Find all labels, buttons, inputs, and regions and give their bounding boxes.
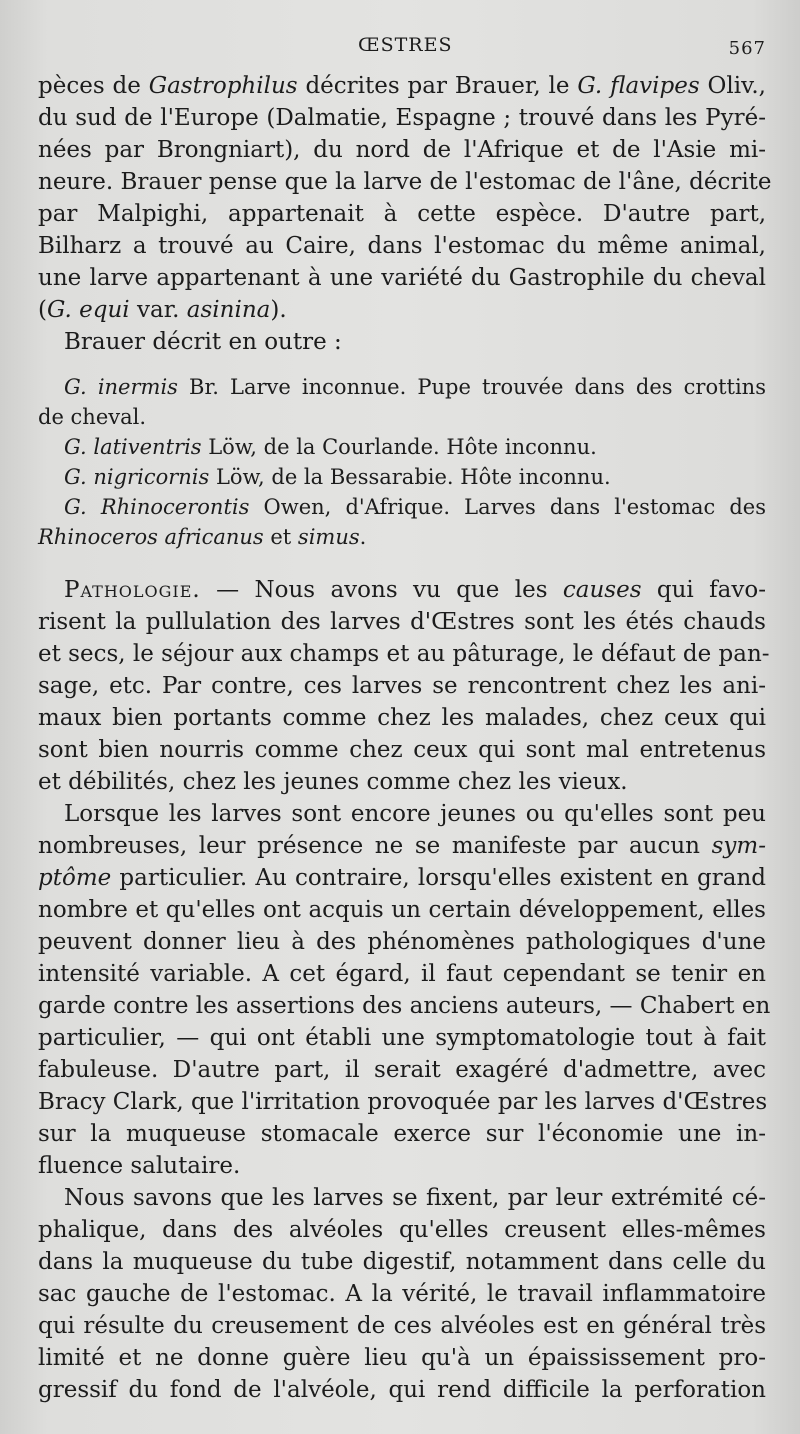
pathology-paragraph-2: Lorsque les larves sont encore jeunes ou qu'elles sont peu nombreuses, leur présence ne se manifeste par aucun sym- ptôme particulier. Au contraire, lorsqu'elles existent en grand nombre et qu'elles ont acquis un certain développement, elles peuvent donner lieu à des phénomènes pathologiques d'une intensité variable. A cet égard, il faut cependant se tenir en garde contre les assertions des anciens auteurs, — Chabert en particulier, — qui ont établi une symptomatologie tout à fait fabuleuse. D'autre part, il serait exagéré d'admettre, avec Bracy Clark, que l'irritation provoquée par les larves d'Œstres sur la muqueuse stomacale exerce sur l'économie une in- fluence salutaire. xyxy=(38,801,771,1179)
intro-paragraph xyxy=(38,70,772,326)
species-entry-lativentris: G. lativentris Löw, de la Courlande. Hôte inconnu. xyxy=(64,435,597,459)
species-entry-inermis: G. inermis Br. Larve inconnue. Pupe trouvée dans des crottins de cheval. xyxy=(38,375,766,429)
text-line: du sud de l'Europe (Dalmatie, Espagne ; trouvé dans les Pyré- xyxy=(38,105,766,131)
species-list xyxy=(38,372,766,552)
species-name: G. Rhinocerontis xyxy=(64,495,250,519)
page-number: 567 xyxy=(728,38,766,59)
text-line: une larve appartenant à une variété du Gastrophile du cheval xyxy=(38,265,766,291)
species-name: G. lativentris xyxy=(64,435,202,459)
section-heading: Pathologie. xyxy=(64,577,201,603)
species-name: G. inermis xyxy=(64,375,178,399)
pathology-paragraph-1: Pathologie. — Nous avons vu que les causes qui favo- risent la pullulation des larves d'Œstres sont les étés chauds et secs, le séjour aux champs et au pâturage, le défaut de pan- sage, etc. Par contre, ces larves se rencontrent chez les ani- maux bien portants comme chez les malades, chez ceux qui sont bien nourris comme chez ceux qui sont mal entretenus et débilités, chez les jeunes comme chez les vieux. xyxy=(38,577,770,795)
text-line: Bilharz a trouvé au Caire, dans l'estomac du même animal, xyxy=(38,233,766,259)
page-header xyxy=(38,34,766,70)
brauer-intro: Brauer décrit en outre : xyxy=(64,329,342,355)
species-name: G. nigricornis xyxy=(64,465,210,489)
text-line: neure. Brauer pense que la larve de l'estomac de l'âne, décrite xyxy=(38,169,772,195)
text-line: par Malpighi, appartenait à cette espèce. D'autre part, xyxy=(38,201,766,227)
text-line: (G. equi var. asinina). xyxy=(38,297,287,323)
running-title: ŒSTRES xyxy=(358,34,453,56)
species-entry-nigricornis: G. nigricornis Löw, de la Bessarabie. Hôte inconnu. xyxy=(64,465,611,489)
text-line: nées par Brongniart), du nord de l'Afrique et de l'Asie mi- xyxy=(38,137,766,163)
pathology-paragraph-3: Nous savons que les larves se fixent, par leur extrémité cé- phalique, dans des alvéoles qu'elles creusent elles-mêmes dans la muqueuse du tube digestif, notamment dans celle du sac gauche de l'estomac. A la vérité, le travail inflammatoire qui résulte du creusement de ces alvéoles est en général très limité et ne donne guère lieu qu'à un épaississement pro- gressif du fond de l'alvéole, qui rend difficile la perforation xyxy=(38,1185,766,1403)
species-entry-rhinocerontis: G. Rhinocerontis Owen, d'Afrique. Larves dans l'estomac des Rhinoceros africanus et simus. xyxy=(38,495,766,549)
text-line: pèces de Gastrophilus décrites par Brauer, le G. flavipes Oliv., xyxy=(38,73,766,99)
